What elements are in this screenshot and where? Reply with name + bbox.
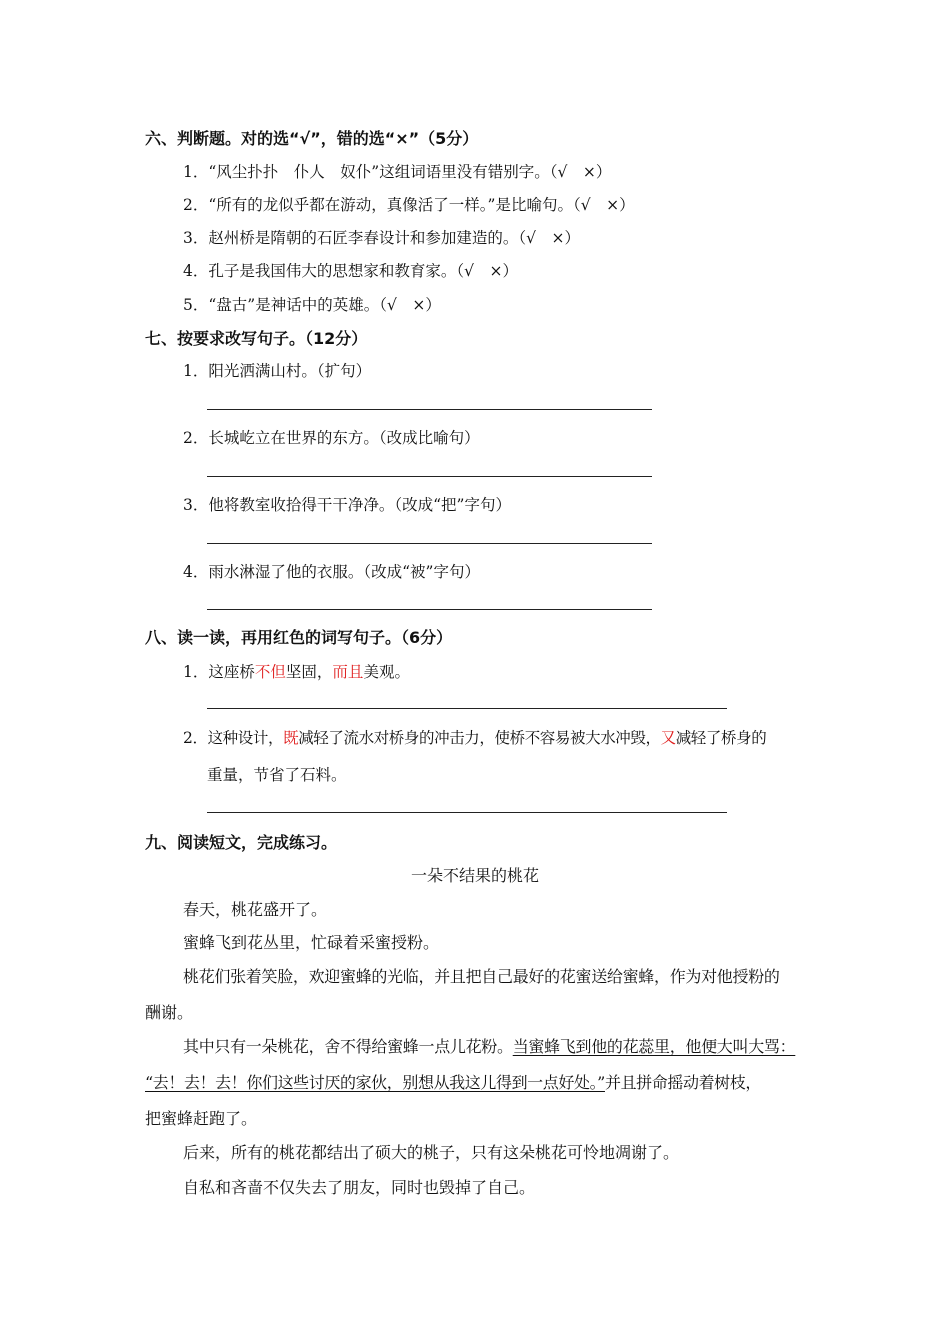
passage-title: 一朵不结果的桃花 <box>410 866 539 885</box>
passage-paragraph: 春天，桃花盛开了。 <box>183 900 328 919</box>
judgment-item-3: 3．赵州桥是隋朝的石匠李春设计和参加建造的。（√ ×） <box>183 229 580 247</box>
underlined-sentence: “去！去！去！你们这些讨厌的家伙，别想从我这儿得到一点好处。” <box>145 1073 605 1092</box>
passage-paragraph: 其中只有一朵桃花，舍不得给蜜蜂一点儿花粉。当蜜蜂飞到他的花蕊里，他便大叫大骂： <box>183 1037 796 1056</box>
judgment-item-2: 2．“所有的龙似乎都在游动，真像活了一样。”是比喻句。（√ ×） <box>183 196 635 214</box>
passage-paragraph-continued: 酬谢。 <box>145 1003 194 1022</box>
judgment-item-4: 4．孔子是我国伟大的思想家和教育家。（√ ×） <box>183 262 518 280</box>
section-7-heading: 七、按要求改写句子。（12分） <box>145 329 368 348</box>
passage-paragraph: 桃花们张着笑脸，欢迎蜜蜂的光临，并且把自己最好的花蜜送给蜜蜂，作为对他授粉的 <box>183 967 780 986</box>
rewrite-item-3: 3．他将教室收拾得干干净净。（改成“把”字句） <box>183 496 511 514</box>
underlined-sentence: 当蜜蜂飞到他的花蕊里，他便大叫大骂： <box>512 1037 796 1056</box>
rewrite-item-2: 2．长城屹立在世界的东方。（改成比喻句） <box>183 429 480 447</box>
rewrite-item-4: 4．雨水淋湿了他的衣服。（改成“被”字句） <box>183 563 480 581</box>
sentence-item-2-continued: 重量，节省了石料。 <box>207 766 347 784</box>
answer-line[interactable] <box>207 543 652 544</box>
judgment-item-5: 5．“盘古”是神话中的英雄。（√ ×） <box>183 296 441 314</box>
section-6-heading: 六、判断题。对的选“√”，错的选“×”（5分） <box>145 129 479 148</box>
passage-paragraph-continued: “去！去！去！你们这些讨厌的家伙，别想从我这儿得到一点好处。”并且拼命摇动着树枝， <box>145 1073 761 1092</box>
answer-line[interactable] <box>207 409 652 410</box>
passage-paragraph: 后来，所有的桃花都结出了硕大的桃子，只有这朵桃花可怜地凋谢了。 <box>183 1143 680 1162</box>
answer-line[interactable] <box>207 476 652 477</box>
answer-line[interactable] <box>207 812 727 813</box>
rewrite-item-1: 1．阳光洒满山村。（扩句） <box>183 362 372 380</box>
passage-paragraph: 自私和吝啬不仅失去了朋友，同时也毁掉了自己。 <box>183 1178 536 1197</box>
section-8-heading: 八、读一读，再用红色的词写句子。（6分） <box>145 628 453 647</box>
sentence-item-2: 2．这种设计，既减轻了流水对桥身的冲击力，使桥不容易被大水冲毁，又减轻了桥身的 <box>183 729 767 747</box>
passage-paragraph-continued: 把蜜蜂赶跑了。 <box>145 1109 258 1128</box>
answer-line[interactable] <box>207 708 727 709</box>
passage-paragraph: 蜜蜂飞到花丛里，忙碌着采蜜授粉。 <box>183 933 440 952</box>
section-9-heading: 九、阅读短文，完成练习。 <box>145 833 338 852</box>
sentence-item-1: 1．这座桥不但坚固，而且美观。 <box>183 663 410 681</box>
judgment-item-1: 1．“风尘扑扑 仆人 奴仆”这组词语里没有错别字。（√ ×） <box>183 163 612 181</box>
answer-line[interactable] <box>207 609 652 610</box>
